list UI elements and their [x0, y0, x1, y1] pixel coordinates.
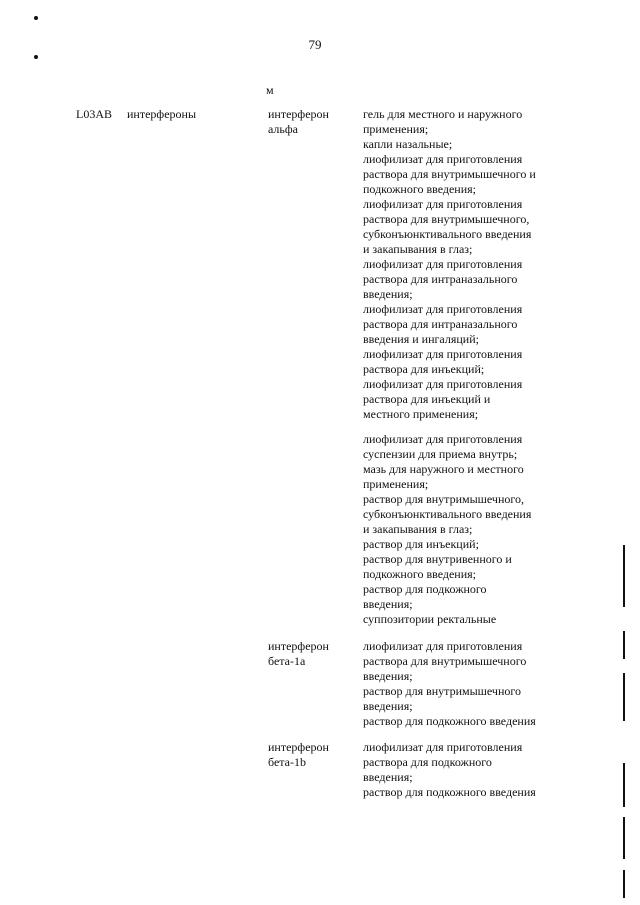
- dosage-form-line: применения;: [363, 477, 429, 491]
- dosage-form-line: подкожного введения;: [363, 182, 476, 196]
- margin-bar-1: [623, 545, 625, 607]
- dosage-form-line: местного применения;: [363, 407, 479, 421]
- dosage-form-line: подкожного введения;: [363, 567, 476, 581]
- binding-dot-1: [34, 16, 38, 20]
- dosage-form-line: суппозитории ректальные: [363, 612, 497, 626]
- drug-name-interferon-alfa: [268, 107, 348, 137]
- dosage-form-line: и закапывания в глаз;: [363, 522, 473, 536]
- dosage-form-line: введения и ингаляций;: [363, 332, 479, 346]
- drug-name-line: альфа: [268, 122, 298, 136]
- dosage-form-line: раствора для внутримышечного: [363, 654, 527, 668]
- drug-name-line: бета-1а: [268, 654, 306, 668]
- dosage-form-line: лиофилизат для приготовления: [363, 377, 523, 391]
- dosage-form-line: лиофилизат для приготовления: [363, 302, 523, 316]
- dosage-form-line: лиофилизат для приготовления: [363, 152, 523, 166]
- drug-name-line: интерферон: [268, 639, 329, 653]
- atc-group-name: интерфероны: [127, 107, 196, 121]
- margin-bar-3: [623, 673, 625, 721]
- dosage-form-line: раствора для интраназального: [363, 272, 518, 286]
- dosage-form-line: раствора для инъекций и: [363, 392, 491, 406]
- drug-name-interferon-beta-1b: [268, 740, 348, 770]
- dosage-forms-interferon-alfa-block-2: [363, 432, 583, 627]
- drug-name-line: интерферон: [268, 107, 329, 121]
- dosage-form-line: и закапывания в глаз;: [363, 242, 473, 256]
- binding-dot-2: [34, 55, 38, 59]
- dosage-form-line: лиофилизат для приготовления: [363, 740, 523, 754]
- dosage-form-line: введения;: [363, 597, 413, 611]
- dosage-form-line: раствора для инъекций;: [363, 362, 485, 376]
- atc-code: L03AB: [76, 107, 112, 121]
- dosage-form-line: лиофилизат для приготовления: [363, 197, 523, 211]
- drug-name-line: бета-1b: [268, 755, 306, 769]
- margin-bar-2: [623, 631, 625, 659]
- dosage-form-line: применения;: [363, 122, 429, 136]
- dosage-forms-interferon-beta-1a: [363, 639, 583, 729]
- drug-name-interferon-beta-1a: [268, 639, 348, 669]
- dosage-form-line: раствора для внутримышечного и: [363, 167, 536, 181]
- dosage-form-line: раствор для подкожного введения: [363, 785, 536, 799]
- margin-bar-5: [623, 817, 625, 859]
- dosage-form-line: субконъюнктивального введения: [363, 227, 532, 241]
- dosage-form-line: раствор для подкожного введения: [363, 714, 536, 728]
- dosage-form-line: мазь для наружного и местного: [363, 462, 524, 476]
- dosage-form-line: раствор для инъекций;: [363, 537, 479, 551]
- dosage-form-line: раствор для внутривенного и: [363, 552, 512, 566]
- header-fragment: м: [266, 83, 274, 97]
- dosage-form-line: раствор для внутримышечного,: [363, 492, 524, 506]
- dosage-form-line: капли назальные;: [363, 137, 453, 151]
- margin-bar-4: [623, 763, 625, 807]
- dosage-form-line: субконъюнктивального введения: [363, 507, 532, 521]
- dosage-form-line: введения;: [363, 669, 413, 683]
- dosage-form-line: раствор для подкожного: [363, 582, 487, 596]
- dosage-forms-interferon-alfa-block-1: [363, 107, 583, 422]
- dosage-form-line: раствора для интраназального: [363, 317, 518, 331]
- dosage-form-line: введения;: [363, 699, 413, 713]
- dosage-form-line: лиофилизат для приготовления: [363, 432, 523, 446]
- dosage-form-line: введения;: [363, 770, 413, 784]
- dosage-form-line: введения;: [363, 287, 413, 301]
- dosage-form-line: гель для местного и наружного: [363, 107, 523, 121]
- dosage-form-line: лиофилизат для приготовления: [363, 639, 523, 653]
- dosage-form-line: суспензии для приема внутрь;: [363, 447, 518, 461]
- dosage-form-line: раствор для внутримышечного: [363, 684, 521, 698]
- dosage-form-line: лиофилизат для приготовления: [363, 257, 523, 271]
- page-number: 79: [308, 37, 322, 52]
- drug-name-line: интерферон: [268, 740, 329, 754]
- dosage-forms-interferon-beta-1b: [363, 740, 583, 800]
- dosage-form-line: лиофилизат для приготовления: [363, 347, 523, 361]
- dosage-form-line: раствора для подкожного: [363, 755, 492, 769]
- dosage-form-line: раствора для внутримышечного,: [363, 212, 530, 226]
- margin-bar-6: [623, 870, 625, 898]
